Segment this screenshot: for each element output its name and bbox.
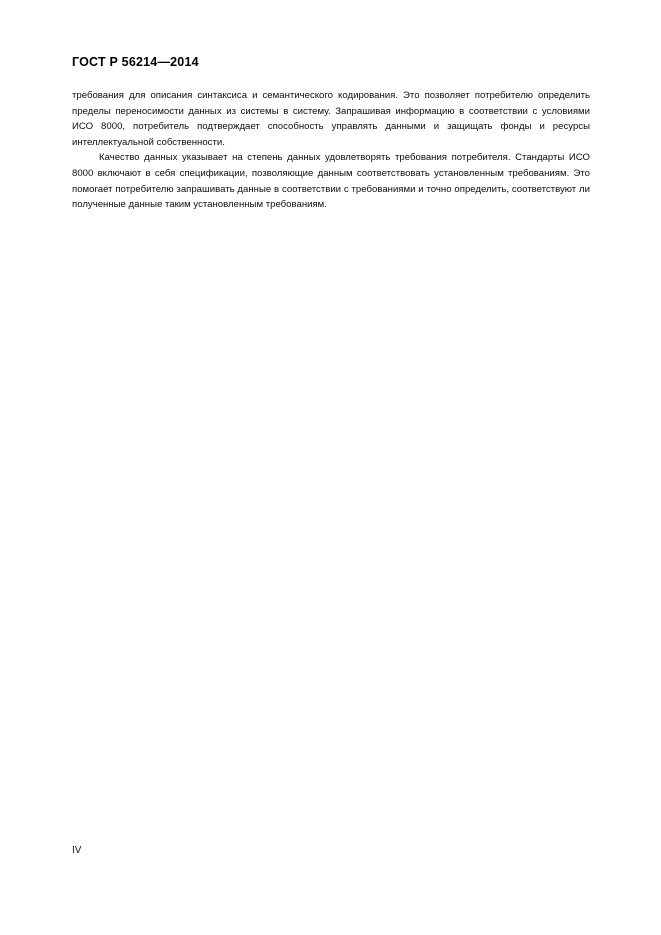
paragraph: требования для описания синтаксиса и семантического кодирования. Это позволяет потребителю определить пределы переносимости данных из системы в систему. Запрашивая информацию в соответствии с условиями ИСО 8000, потребитель подтверждает способность управлять данными и защищать фонды и ресурсы интеллектуальной собственности. xyxy=(72,90,590,148)
body-text-block xyxy=(72,88,590,213)
page-header-standard-number: ГОСТ Р 56214—2014 xyxy=(72,55,199,69)
paragraph: Качество данных указывает на степень данных удовлетворять требования потребителя. Стандарты ИСО 8000 включают в себя спецификации, позволяющие данным соответствовать установленным требованиям. Это помогает потребителю запрашивать данные в соответствии с требованиями и точно определить, соответствуют ли полученные данные таким установленным требованиям. xyxy=(72,152,590,211)
page-number: IV xyxy=(72,845,82,856)
